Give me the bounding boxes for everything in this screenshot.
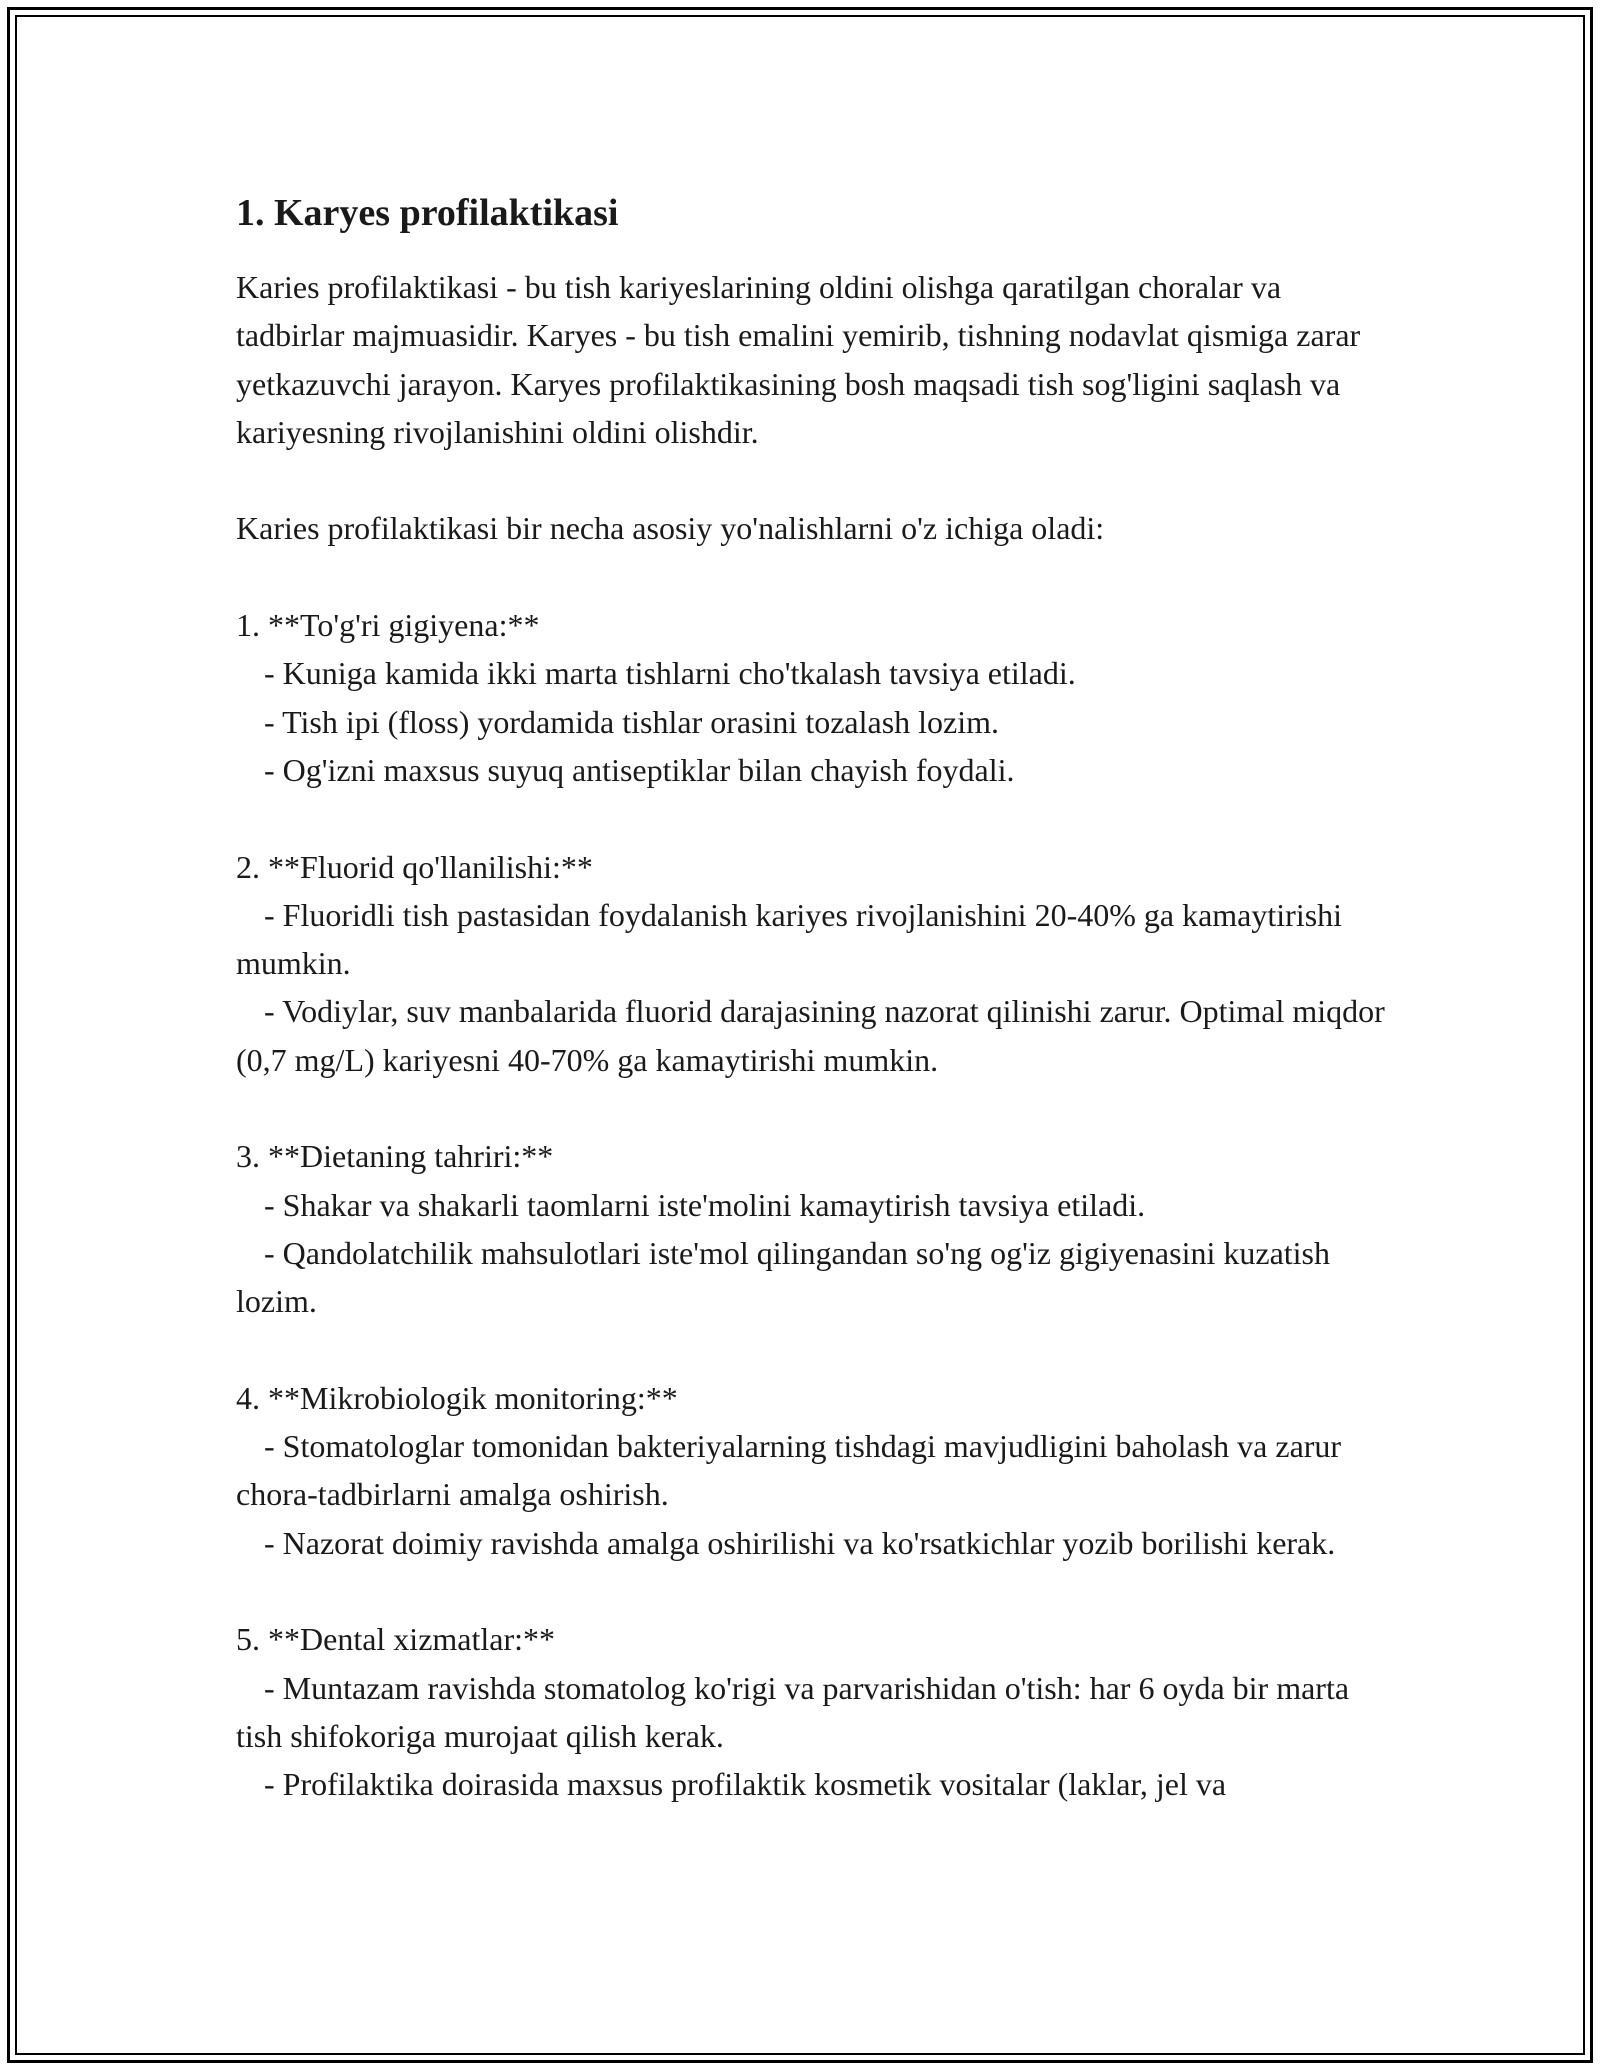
document-body [236,185,1393,1809]
list-item: - Kuniga kamida ikki marta tishlarni cho'tkalash tavsiya etiladi. [264,655,1076,692]
spacer [236,1084,1386,1132]
document-title: 1. Karyes profilaktikasi [236,192,619,234]
list-item: - Shakar va shakarli taomlarni iste'molini kamaytirish tavsiya etiladi. [264,1186,1146,1223]
section-2 [236,843,1393,1084]
list-item: - Vodiylar, suv manbalarida fluorid darajasining nazorat qilinishi zarur. Optimal miqdor (0,7 mg/L) kariyesni 40-70% ga kamaytirishi mumkin. [236,993,1393,1078]
spacer [236,794,1386,842]
section-heading: 4. **Mikrobiologik monitoring:** [236,1379,678,1416]
spacer [236,1567,1386,1615]
list-item: - Tish ipi (floss) yordamida tishlar orasini tozalash lozim. [264,703,1000,740]
lead-paragraph: Karies profilaktikasi bir necha asosiy yo'nalishlarni o'z ichiga oladi: [236,510,1105,547]
section-4 [236,1374,1386,1567]
section-heading: 3. **Dietaning tahriri:** [236,1138,554,1175]
section-5 [236,1615,1386,1808]
list-item: - Profilaktika doirasida maxsus profilaktik kosmetik vositalar (laklar, jel va [264,1766,1227,1803]
section-heading: 1. **To'g'ri gigiyena:** [236,607,540,644]
section-1 [236,601,1386,794]
list-item: - Qandolatchilik mahsulotlari iste'mol qilingandan so'ng og'iz gigiyenasini kuzatish lozim. [236,1234,1338,1320]
section-3 [236,1132,1386,1325]
section-heading: 5. **Dental xizmatlar:** [236,1621,556,1658]
list-item: - Stomatologlar tomonidan bakteriyalarning tishdagi mavjudligini baholash va zarur chora-tadbirlarni amalga oshirish. [236,1428,1350,1513]
intro-paragraph: Karies profilaktikasi - bu tish kariyeslarining oldini olishga qaratilgan choralar va tadbirlar majmuasidir. Karyes - bu tish emalini yemirib, tishning nodavlat qismiga zarar yetkazuvchi jarayon. Karyes profilaktikasining bosh maqsadi tish sog'ligini saqlash va kariyesning rivojlanishini oldini olishdir. [236,269,1369,450]
spacer [236,553,1386,601]
list-item: - Muntazam ravishda stomatolog ko'rigi va parvarishidan o'tish: har 6 oyda bir marta tish shifokoriga murojaat qilish kerak. [236,1669,1358,1754]
list-item: - Nazorat doimiy ravishda amalga oshirilishi va ko'rsatkichlar yozib borilishi kerak. [264,1524,1336,1561]
spacer [236,456,1386,504]
section-heading: 2. **Fluorid qo'llanilishi:** [236,848,593,885]
list-item: - Fluoridli tish pastasidan foydalanish kariyes rivojlanishini 20-40% ga kamaytirishi mumkin. [236,896,1351,982]
spacer [236,1326,1386,1374]
list-item: - Og'izni maxsus suyuq antiseptiklar bilan chayish foydali. [264,751,1015,788]
